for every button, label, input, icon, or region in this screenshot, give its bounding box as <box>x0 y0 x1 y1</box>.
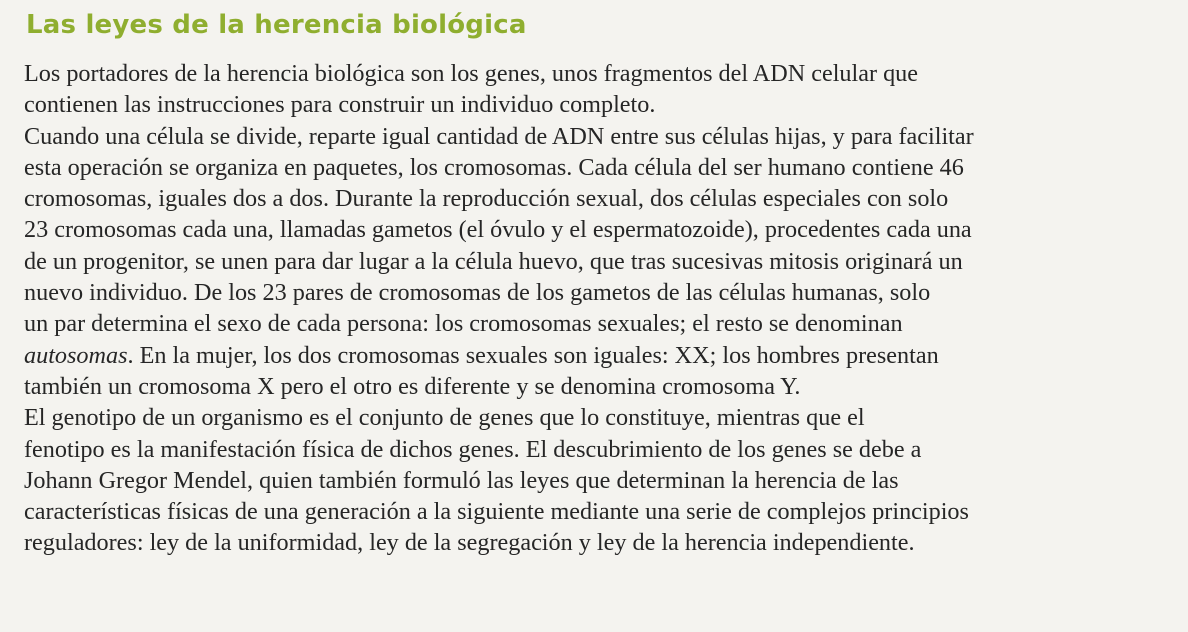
text-line: un par determina el sexo de cada persona: los cromosomas sexuales; el resto se denominan <box>24 310 903 338</box>
text-line: nuevo individuo. De los 23 pares de cromosomas de los gametos de las células humanas, solo <box>24 279 931 307</box>
text-line: cromosomas, iguales dos a dos. Durante la reproducción sexual, dos células especiales con solo <box>24 185 949 213</box>
text-line: El genotipo de un organismo es el conjunto de genes que lo constituye, mientras que el <box>24 404 865 432</box>
paragraph-3 <box>24 402 1174 558</box>
text-line: reguladores: ley de la uniformidad, ley de la segregación y ley de la herencia independiente. <box>24 529 915 557</box>
text-line: también un cromosoma X pero el otro es diferente y se denomina cromosoma Y. <box>24 372 801 400</box>
text-run: . En la mujer, los dos cromosomas sexuales son iguales: XX; los hombres presentan <box>127 341 939 369</box>
text-line: esta operación se organiza en paquetes, los cromosomas. Cada célula del ser humano contiene 46 <box>24 153 964 181</box>
paragraph-1 <box>24 58 1174 121</box>
paragraph-2 <box>24 121 1174 403</box>
text-line: de un progenitor, se unen para dar lugar a la célula huevo, que tras sucesivas mitosis originará un <box>24 247 963 275</box>
section-title: Las leyes de la herencia biológica <box>26 10 527 40</box>
text-line: contienen las instrucciones para construir un individuo completo. <box>24 91 656 119</box>
italic-term: autosomas <box>24 341 128 369</box>
text-line: fenotipo es la manifestación física de dichos genes. El descubrimiento de los genes se debe a <box>24 435 922 463</box>
text-line: Johann Gregor Mendel, quien también formuló las leyes que determinan la herencia de las <box>24 466 899 494</box>
text-line-mixed <box>24 340 1174 371</box>
text-line: Cuando una célula se divide, reparte igual cantidad de ADN entre sus células hijas, y para facilitar <box>24 122 974 150</box>
text-line: 23 cromosomas cada una, llamadas gametos (el óvulo y el espermatozoide), procedentes cada una <box>24 216 972 244</box>
body-text <box>24 58 1174 559</box>
text-line: características físicas de una generación a la siguiente mediante una serie de complejos principios <box>24 498 969 526</box>
text-line: Los portadores de la herencia biológica son los genes, unos fragmentos del ADN celular que <box>24 60 919 87</box>
